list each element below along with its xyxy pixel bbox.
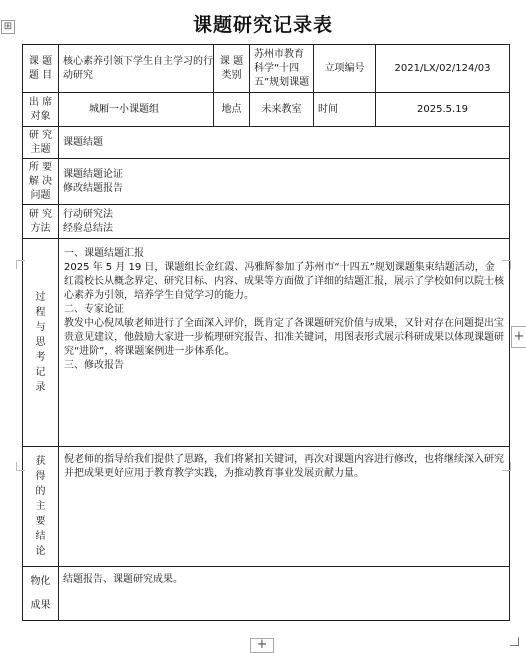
methods-value[interactable]: 行动研究法 经验总结法	[59, 205, 510, 239]
text-boundary-mark	[16, 462, 25, 471]
results-value[interactable]: 结题报告、课题研究成果。	[59, 567, 510, 621]
category-label-cell: 课 题 类别	[214, 45, 250, 93]
methods-label-cell: 研 究 方法	[23, 205, 59, 239]
add-row-icon[interactable]: +	[250, 638, 274, 653]
time-value[interactable]: 2025.5.19	[376, 93, 510, 127]
table-row	[23, 567, 510, 621]
table-row	[23, 205, 510, 239]
project-no-value[interactable]: 2021/LX/02/124/03	[376, 45, 510, 93]
process-record-content[interactable]: 一、课题结题汇报 2025 年 5 月 19 日，课题组长金红霞、冯雅辉参加了苏州市“十四五”规划课题集束结题活动，金红霞校长从概念界定、研究目标、内容、成果等方面做了详细的结题汇报，展示了学校如何以院士核心素养为引领，培养学生自觉学习的能力。 二、专家论证 教发中心倪凤敏老师进行了全面深入评价，既肯定了各课题研究价值与成果，又针对存在问题提出宝贵意见建议，他鼓励大家进一步梳理研究报告、扣准关键词，用图表形式展示科研成果以体现课题研究“进阶”，将课题案例进一步体系化。 三、修改报告	[59, 239, 510, 447]
table-row	[23, 93, 510, 127]
attendees-value[interactable]: 城厢一小课题组	[59, 93, 214, 127]
record-table	[22, 44, 510, 621]
text-boundary-mark	[502, 260, 511, 269]
time-label: 时间	[314, 93, 376, 127]
table-move-handle-icon[interactable]: ⊞	[1, 20, 15, 34]
conclusion-label-cell: 获 得 的 主 要 结 论	[23, 447, 59, 567]
text-boundary-mark	[16, 260, 25, 269]
category-value[interactable]: 苏州市教育科学“十四五”规划课题	[250, 45, 314, 93]
resize-handle-icon[interactable]	[510, 637, 519, 646]
text-boundary-mark	[502, 462, 511, 471]
location-value[interactable]: 未来教室	[250, 93, 314, 127]
add-column-icon[interactable]: +	[511, 326, 526, 348]
problems-label-cell: 所 要 解 决 问题	[23, 159, 59, 205]
location-label: 地点	[214, 93, 250, 127]
attendees-label-cell: 出 席 对象	[23, 93, 59, 127]
problems-value[interactable]: 课题结题论证 修改结题报告	[59, 159, 510, 205]
topic-value[interactable]: 核心素养引领下学生自主学习的行动研究	[59, 45, 214, 93]
research-topic-label-cell: 研 究 主题	[23, 127, 59, 159]
page-title: 课题研究记录表	[192, 14, 333, 36]
results-label-cell: 物化 成果	[23, 567, 59, 621]
research-topic-value[interactable]: 课题结题	[59, 127, 510, 159]
table-row	[23, 45, 510, 93]
project-no-label: 立项编号	[314, 45, 376, 93]
table-row	[23, 447, 510, 567]
table-row	[23, 239, 510, 447]
conclusion-value[interactable]: 倪老师的指导给我们提供了思路，我们将紧扣关键词，再次对课题内容进行修改，也将继续深入研究并把成果更好应用于教育教学实践，为推动教育事业发展贡献力量。	[59, 447, 510, 567]
process-label-cell: 过 程 与 思 考 记 录	[23, 239, 59, 447]
topic-label-cell: 课 题 题 目	[23, 45, 59, 93]
table-row	[23, 159, 510, 205]
table-row	[23, 127, 510, 159]
